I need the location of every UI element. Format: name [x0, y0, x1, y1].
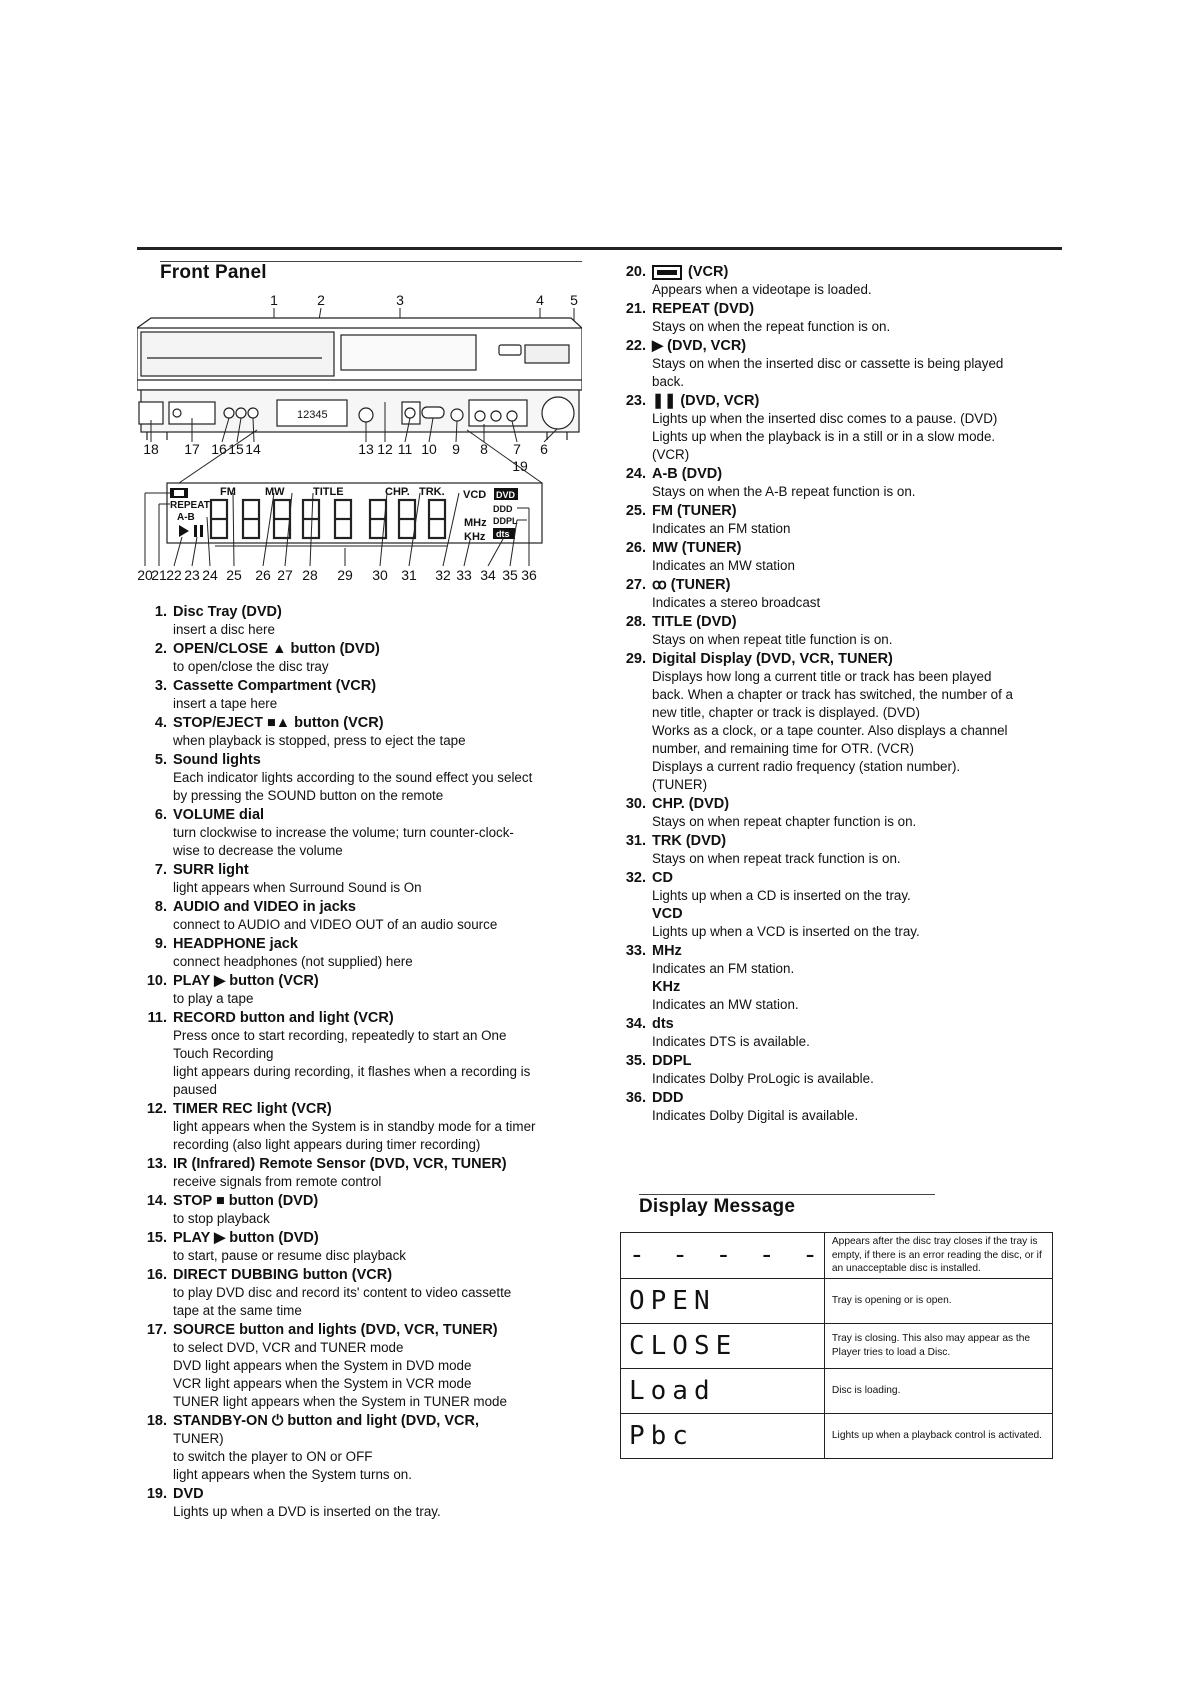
- item-description: Indicates DTS is available.: [652, 1034, 810, 1049]
- list-item: [137, 714, 582, 750]
- message-description: Tray is opening or is open.: [824, 1278, 1052, 1323]
- item-description: light appears during recording, it flashes when a recording is: [173, 1064, 531, 1079]
- item-title: ❚❚ (DVD, VCR): [652, 393, 760, 409]
- list-item: [616, 1015, 1061, 1051]
- callout-34: 34: [480, 567, 496, 583]
- item-description: Stays on when repeat track function is on.: [652, 851, 901, 866]
- item-number: 30.: [625, 796, 646, 812]
- list-item: [616, 465, 1061, 501]
- callout-6: 6: [540, 441, 548, 457]
- item-subtitle: VCD: [652, 906, 683, 922]
- message-description: Disc is loading.: [824, 1368, 1052, 1413]
- front-panel-heading-rule: [160, 261, 582, 262]
- item-title: MHz: [652, 943, 682, 959]
- list-item: [137, 898, 582, 934]
- right-item-list: [616, 263, 1061, 1126]
- item-description: to start, pause or resume disc playback: [173, 1248, 406, 1263]
- item-description: tape at the same time: [173, 1303, 302, 1318]
- item-description: Displays how long a current title or track has been played: [652, 669, 992, 684]
- item-description: receive signals from remote control: [173, 1174, 382, 1189]
- item-description: to switch the player to ON or OFF: [173, 1449, 373, 1464]
- item-number: 9.: [154, 936, 167, 952]
- list-item: [616, 613, 1061, 649]
- item-number: 14.: [146, 1193, 167, 1209]
- top-callouts: [270, 292, 578, 308]
- item-number: 22.: [625, 338, 646, 354]
- callout-9: 9: [452, 441, 460, 457]
- item-title: dts: [652, 1016, 674, 1032]
- lcd-trk: TRK.: [419, 486, 445, 498]
- item-title: Disc Tray (DVD): [173, 604, 282, 620]
- item-description: TUNER): [173, 1431, 224, 1446]
- front-panel-diagram: [137, 290, 582, 590]
- item-title: DDD: [652, 1090, 684, 1106]
- item-description: connect to AUDIO and VIDEO OUT of an audio source: [173, 917, 498, 932]
- item-description: Indicates an FM station: [652, 521, 791, 536]
- item-description: Lights up when a VCD is inserted on the tray.: [652, 924, 920, 939]
- list-item: [137, 1100, 582, 1154]
- list-item: [137, 1009, 582, 1099]
- item-description: by pressing the SOUND button on the remote: [173, 788, 444, 803]
- item-title: ▶ (DVD, VCR): [652, 338, 747, 354]
- list-item: [616, 539, 1061, 575]
- item-title: STOP ■ button (DVD): [173, 1193, 319, 1209]
- item-number: 21.: [625, 301, 646, 317]
- item-number: 5.: [154, 752, 167, 768]
- tape-icon: [652, 265, 682, 280]
- item-description: to play DVD disc and record its' content to video cassette: [173, 1285, 512, 1300]
- item-description: back. When a chapter or track has switched, the number of a: [652, 687, 1013, 702]
- item-description: Stays on when the inserted disc or cassette is being played: [652, 356, 1004, 371]
- list-item: [137, 677, 582, 713]
- lcd-ddpl: DDPL: [493, 516, 518, 526]
- list-item: [616, 650, 1061, 794]
- item-description: number, and remaining time for OTR. (VCR): [652, 741, 914, 756]
- list-item: [616, 1052, 1061, 1088]
- message-description: Tray is closing. This also may appear as the Player tries to load a Disc.: [824, 1323, 1052, 1368]
- callout-3: 3: [396, 292, 404, 308]
- table-row: [621, 1368, 1053, 1413]
- list-item: [616, 1089, 1061, 1125]
- item-number: 11.: [147, 1010, 167, 1026]
- segment-display-symbol: Load: [629, 1375, 716, 1406]
- item-description: Each indicator lights according to the sound effect you select: [173, 770, 533, 785]
- display-message-table: [620, 1232, 1053, 1459]
- item-description: VCR light appears when the System in VCR mode: [173, 1376, 472, 1391]
- list-item: [137, 935, 582, 971]
- item-description: Indicates an MW station.: [652, 997, 799, 1012]
- item-description: light appears when the System turns on.: [173, 1467, 412, 1482]
- item-title: A-B (DVD): [652, 466, 723, 482]
- item-title: VOLUME dial: [173, 807, 265, 823]
- callout-12: 12: [377, 441, 393, 457]
- callout-4: 4: [536, 292, 544, 308]
- item-number: 10.: [146, 973, 167, 989]
- item-title: ꝏ (TUNER): [652, 577, 731, 593]
- callout-1: 1: [270, 292, 278, 308]
- front-panel-heading: Front Panel: [160, 262, 267, 283]
- callout-20: 20: [137, 567, 153, 583]
- item-number: 17.: [146, 1322, 167, 1338]
- item-title: MW (TUNER): [652, 540, 742, 556]
- callout-27: 27: [277, 567, 293, 583]
- item-title: DDPL: [652, 1053, 692, 1069]
- item-description: to open/close the disc tray: [173, 659, 329, 674]
- callout-18: 18: [143, 441, 159, 457]
- list-item: [137, 1192, 582, 1228]
- item-number: 12.: [146, 1101, 167, 1117]
- callout-16: 16: [211, 441, 227, 457]
- item-title: RECORD button and light (VCR): [173, 1010, 394, 1026]
- item-number: 24.: [625, 466, 646, 482]
- item-number: 26.: [625, 540, 646, 556]
- item-subtitle: KHz: [652, 979, 681, 995]
- list-item: [616, 576, 1061, 612]
- callout-32: 32: [435, 567, 451, 583]
- table-row: [621, 1278, 1053, 1323]
- callout-28: 28: [302, 567, 318, 583]
- display-message-heading: Display Message: [639, 1196, 796, 1217]
- item-title: DIRECT DUBBING button (VCR): [173, 1267, 393, 1283]
- item-description: paused: [173, 1082, 217, 1097]
- callout-8: 8: [480, 441, 488, 457]
- item-title: REPEAT (DVD): [652, 301, 755, 317]
- table-row: [621, 1233, 1053, 1279]
- item-description: Press once to start recording, repeatedly to start an One: [173, 1028, 507, 1043]
- message-description: Lights up when a playback control is activated.: [824, 1413, 1052, 1458]
- list-item: [616, 300, 1061, 336]
- device-body: [137, 318, 582, 440]
- item-number: 13.: [146, 1156, 167, 1172]
- item-number: 36.: [625, 1090, 646, 1106]
- left-item-list: [137, 603, 582, 1522]
- item-description: DVD light appears when the System in DVD mode: [173, 1358, 472, 1373]
- lcd-pause-icon: [194, 525, 197, 537]
- item-title: OPEN/CLOSE ▲ button (DVD): [173, 641, 380, 657]
- item-number: 8.: [154, 899, 167, 915]
- callout-31: 31: [401, 567, 417, 583]
- callout-21: 21: [151, 567, 167, 583]
- list-item: [137, 640, 582, 676]
- item-description: (VCR): [652, 447, 690, 462]
- item-number: 15.: [146, 1230, 167, 1246]
- callout-24: 24: [202, 567, 218, 583]
- callout-5: 5: [570, 292, 578, 308]
- item-description: Lights up when the playback is in a still or in a slow mode.: [652, 429, 996, 444]
- item-description: Lights up when a CD is inserted on the tray.: [652, 888, 911, 903]
- bottom-callouts: [143, 441, 548, 474]
- item-title: (VCR): [652, 263, 1061, 281]
- device-display-text: 12345: [297, 409, 328, 421]
- lcd-repeat: REPEAT: [170, 500, 210, 511]
- lcd-fm: FM: [220, 486, 236, 498]
- callout-30: 30: [372, 567, 388, 583]
- item-title: DVD: [173, 1486, 204, 1502]
- item-number: 6.: [154, 807, 167, 823]
- item-title: CHP. (DVD): [652, 796, 730, 812]
- item-number: 4.: [154, 715, 167, 731]
- item-description: light appears when the System is in standby mode for a timer: [173, 1119, 536, 1134]
- item-number: 7.: [154, 862, 167, 878]
- item-title: FM (TUNER): [652, 503, 737, 519]
- item-title: Sound lights: [173, 752, 261, 768]
- callout-22: 22: [166, 567, 182, 583]
- item-description: Indicates an FM station.: [652, 961, 795, 976]
- item-title: IR (Infrared) Remote Sensor (DVD, VCR, TUNER): [173, 1156, 507, 1172]
- item-description: Lights up when the inserted disc comes to a pause. (DVD): [652, 411, 998, 426]
- callout-35: 35: [502, 567, 518, 583]
- item-number: 33.: [625, 943, 646, 959]
- callout-17: 17: [184, 441, 200, 457]
- callout-14: 14: [245, 441, 261, 457]
- segment-display-symbol: CLOSE: [629, 1330, 738, 1361]
- item-title: STANDBY-ON ⏻ button and light (DVD, VCR,: [173, 1413, 480, 1429]
- item-description: (TUNER): [652, 777, 708, 792]
- callout-29: 29: [337, 567, 353, 583]
- item-description: recording (also light appears during timer recording): [173, 1137, 481, 1152]
- item-title: TITLE (DVD): [652, 614, 737, 630]
- segment-display-symbol: - - - - -: [629, 1240, 824, 1271]
- item-title: AUDIO and VIDEO in jacks: [173, 899, 356, 915]
- item-description: new title, chapter or track is displayed. (DVD): [652, 705, 920, 720]
- item-title: Cassette Compartment (VCR): [173, 678, 377, 694]
- item-title: Digital Display (DVD, VCR, TUNER): [652, 651, 893, 667]
- item-description: Indicates a stereo broadcast: [652, 595, 821, 610]
- item-title: TRK (DVD): [652, 833, 727, 849]
- list-item: [616, 502, 1061, 538]
- item-number: 34.: [625, 1016, 646, 1032]
- item-description: Stays on when repeat title function is on.: [652, 632, 893, 647]
- callout-11: 11: [397, 441, 413, 457]
- list-item: [137, 1485, 582, 1521]
- item-title: PLAY ▶ button (DVD): [173, 1230, 319, 1246]
- callout-33: 33: [456, 567, 472, 583]
- item-description: Lights up when a DVD is inserted on the tray.: [173, 1504, 441, 1519]
- list-item: [616, 263, 1061, 299]
- item-description: wise to decrease the volume: [173, 843, 343, 858]
- list-item: [616, 942, 1061, 1014]
- item-number: 1.: [154, 604, 167, 620]
- item-description: to stop playback: [173, 1211, 270, 1226]
- item-title: SOURCE button and lights (DVD, VCR, TUNER): [173, 1322, 498, 1338]
- item-title: PLAY ▶ button (VCR): [173, 973, 319, 989]
- callout-13: 13: [358, 441, 374, 457]
- item-number: 2.: [154, 641, 167, 657]
- table-row: [621, 1413, 1053, 1458]
- list-item: [616, 832, 1061, 868]
- list-item: [137, 1266, 582, 1320]
- callout-15: 15: [228, 441, 244, 457]
- callout-23: 23: [184, 567, 200, 583]
- item-description: turn clockwise to increase the volume; turn counter-clock-: [173, 825, 514, 840]
- lcd-mhz: MHz: [464, 517, 487, 529]
- item-number: 27.: [625, 577, 646, 593]
- top-rule: [137, 247, 1062, 250]
- item-number: 18.: [146, 1413, 167, 1429]
- item-description: when playback is stopped, press to eject the tape: [173, 733, 466, 748]
- lcd-dvd: DVD: [496, 490, 516, 500]
- table-row: [621, 1323, 1053, 1368]
- item-number: 35.: [625, 1053, 646, 1069]
- item-number: 25.: [625, 503, 646, 519]
- callout-26: 26: [255, 567, 271, 583]
- item-title: STOP/EJECT ■▲ button (VCR): [173, 715, 384, 731]
- item-description: Works as a clock, or a tape counter. Also displays a channel: [652, 723, 1008, 738]
- list-item: [137, 1412, 582, 1484]
- item-description: Touch Recording: [173, 1046, 274, 1061]
- item-description: to select DVD, VCR and TUNER mode: [173, 1340, 404, 1355]
- item-description: to play a tape: [173, 991, 254, 1006]
- item-number: 32.: [625, 870, 646, 886]
- lcd-mw: MW: [265, 486, 285, 498]
- callout-10: 10: [421, 441, 437, 457]
- lcd-khz: KHz: [464, 531, 486, 543]
- list-item: [616, 795, 1061, 831]
- lcd-dts: dts: [496, 529, 510, 539]
- lcd-title: TITLE: [313, 486, 344, 498]
- item-description: connect headphones (not supplied) here: [173, 954, 413, 969]
- list-item: [616, 337, 1061, 391]
- list-item: [137, 861, 582, 897]
- item-description: Stays on when the A-B repeat function is on.: [652, 484, 916, 499]
- list-item: [137, 603, 582, 639]
- item-description: light appears when Surround Sound is On: [173, 880, 422, 895]
- item-description: Stays on when the repeat function is on.: [652, 319, 891, 334]
- item-title: SURR light: [173, 862, 249, 878]
- lcd-chp: CHP.: [385, 486, 410, 498]
- item-number: 23.: [625, 393, 646, 409]
- callout-2: 2: [317, 292, 325, 308]
- item-description: Indicates Dolby Digital is available.: [652, 1108, 859, 1123]
- message-description: Appears after the disc tray closes if the tray is empty, if there is an error reading the disc, or if an unacceptable disc is installed.: [824, 1233, 1052, 1279]
- list-item: [137, 972, 582, 1008]
- list-item: [616, 392, 1061, 464]
- callout-25: 25: [226, 567, 242, 583]
- item-description: insert a tape here: [173, 696, 278, 711]
- item-number: 16.: [146, 1267, 167, 1283]
- item-number: 3.: [154, 678, 167, 694]
- item-number: 20.: [625, 264, 646, 280]
- item-description: TUNER light appears when the System in TUNER mode: [173, 1394, 507, 1409]
- item-title: CD: [652, 870, 673, 886]
- segment-display-symbol: Pbc: [629, 1420, 694, 1451]
- item-number: 29.: [625, 651, 646, 667]
- item-description: Displays a current radio frequency (station number).: [652, 759, 961, 774]
- lcd-ab: A-B: [177, 512, 195, 523]
- callout-36: 36: [521, 567, 537, 583]
- item-description: insert a disc here: [173, 622, 275, 637]
- callout-7: 7: [513, 441, 521, 457]
- item-title: HEADPHONE jack: [173, 936, 298, 952]
- item-description: Indicates Dolby ProLogic is available.: [652, 1071, 874, 1086]
- item-description: Stays on when repeat chapter function is on.: [652, 814, 917, 829]
- item-description: back.: [652, 374, 685, 389]
- item-number: 19.: [146, 1486, 167, 1502]
- item-description: Indicates an MW station: [652, 558, 795, 573]
- list-item: [137, 1155, 582, 1191]
- lcd-vcd: VCD: [463, 489, 487, 501]
- item-description: Appears when a videotape is loaded.: [652, 282, 872, 297]
- display-message-heading-rule: [639, 1194, 935, 1195]
- list-item: [616, 869, 1061, 941]
- item-number: 31.: [625, 833, 646, 849]
- item-number: 28.: [625, 614, 646, 630]
- list-item: [137, 751, 582, 805]
- list-item: [137, 1229, 582, 1265]
- callout-19: 19: [512, 458, 528, 474]
- lcd-callouts: [137, 567, 537, 583]
- list-item: [137, 806, 582, 860]
- segment-display-symbol: OPEN: [629, 1285, 716, 1316]
- list-item: [137, 1321, 582, 1411]
- item-title: TIMER REC light (VCR): [173, 1101, 332, 1117]
- lcd-ddd: DDD: [493, 504, 513, 514]
